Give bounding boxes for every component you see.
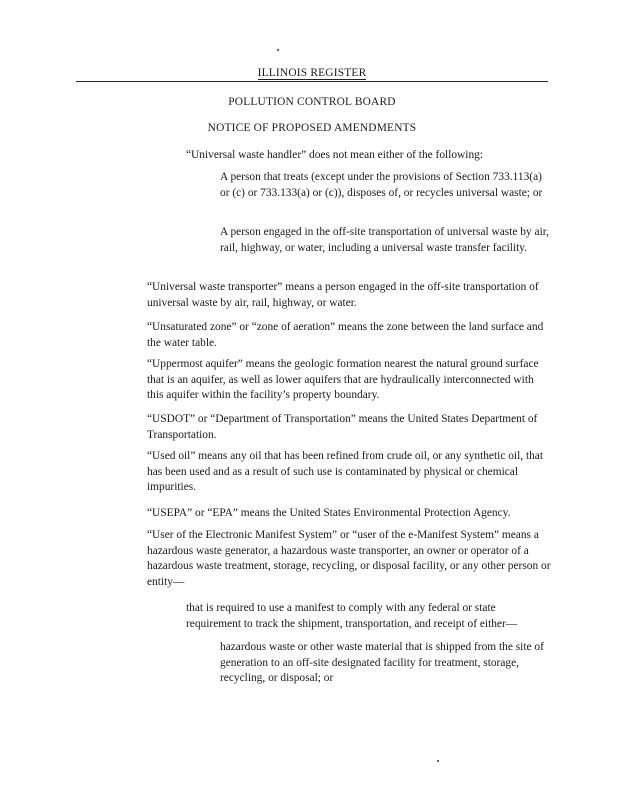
used-oil-definition: “Used oil” means any oil that has been refined from crude oil, or any synthetic oil, that has been used and as a result of such use is contaminated by physical or chemical impurities. <box>147 450 544 494</box>
emanifest-user-definition: “User of the Electronic Manifest System” or “user of the e-Manifest System” means a hazardous waste generator, a hazardous waste transporter, an owner or operator of a hazardous waste treatment, storage, recycling, or disposal facility, or any other person or entity— <box>147 529 551 588</box>
header-rule <box>76 81 548 82</box>
handler-definition-intro: “Universal waste handler” does not mean either of the following: <box>186 149 484 161</box>
usepa-definition: “USEPA” or “EPA” means the United States Environmental Protection Agency. <box>147 507 511 519</box>
register-title: ILLINOIS REGISTER <box>257 67 367 79</box>
unsaturated-zone-definition: “Unsaturated zone” or “zone of aeration” means the zone between the land surface and the water table. <box>147 321 544 349</box>
transporter-definition: “Universal waste transporter” means a person engaged in the off-site transportation of universal waste by air, rail, highway, or water. <box>147 281 539 309</box>
emanifest-user-subitem: that is required to use a manifest to comply with any federal or state requirement to track the shipment, transportation, and receipt of either— <box>186 602 518 630</box>
uppermost-aquifer-definition: “Uppermost aquifer” means the geologic formation nearest the natural ground surface that is an aquifer, as well as lower aquifers that are hydraulically interconnected with this aquifer within the facility’s property boundary. <box>147 358 539 402</box>
scan-speck <box>277 49 279 51</box>
handler-exclusion-item: A person engaged in the off-site transportation of universal waste by air, rail, highway, or water, including a universal waste transfer facility. <box>220 226 549 254</box>
usdot-definition: “USDOT” or “Department of Transportation” means the United States Department of Transportation. <box>147 413 538 441</box>
emanifest-user-subsubitem: hazardous waste or other waste material that is shipped from the site of generation to an off-site designated facility for treatment, storage, recycling, or disposal; or <box>220 641 544 685</box>
handler-exclusion-item: A person that treats (except under the provisions of Section 733.113(a) or (c) or 733.133(a) or (c)), disposes of, or recycles universal waste; or <box>220 171 543 199</box>
scan-speck <box>437 760 439 762</box>
notice-title: NOTICE OF PROPOSED AMENDMENTS <box>207 122 417 134</box>
board-title: POLLUTION CONTROL BOARD <box>228 96 396 108</box>
register-header <box>76 66 548 82</box>
